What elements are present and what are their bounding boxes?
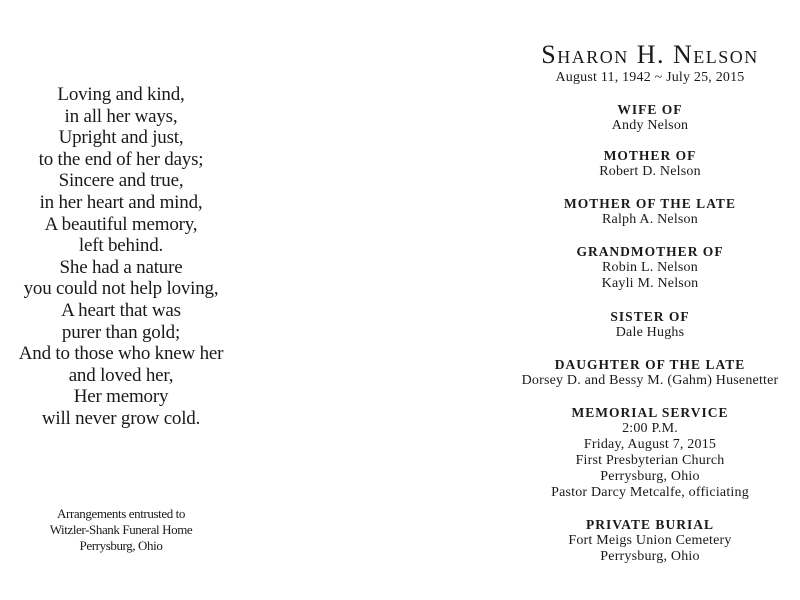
section-heading: SISTER OF	[610, 309, 690, 324]
poem-line: A heart that was	[61, 299, 181, 321]
poem-line: Loving and kind,	[57, 84, 185, 105]
burial-location: Perrysburg, Ohio	[600, 549, 700, 564]
section-line: Ralph A. Nelson	[602, 212, 698, 227]
right-page	[500, 0, 800, 600]
section-heading: MEMORIAL SERVICE	[571, 405, 729, 420]
poem-line: Upright and just,	[58, 127, 184, 149]
poem-line: She had a nature	[59, 256, 183, 278]
memorial-poem	[0, 84, 242, 430]
life-dates: August 11, 1942 ~ July 25, 2015	[555, 70, 745, 85]
service-venue: First Presbyterian Church	[575, 453, 725, 468]
poem-line: to the end of her days;	[38, 148, 204, 170]
section-grandmother-of	[500, 244, 800, 292]
poem-line: and loved her,	[68, 364, 174, 386]
funeral-home-location: Perrysburg, Ohio	[79, 538, 163, 553]
section-private-burial	[500, 517, 800, 565]
poem-line: Sincere and true,	[58, 170, 184, 192]
poem-line: you could not help loving,	[23, 278, 219, 300]
section-line: Dorsey D. and Bessy M. (Gahm) Husenetter	[521, 373, 779, 388]
section-line: Robin L. Nelson	[602, 260, 698, 275]
section-mother-of	[500, 148, 800, 180]
section-line: Andy Nelson	[611, 118, 689, 133]
deceased-name: Sharon H. Nelson	[541, 40, 759, 69]
name-block	[500, 40, 800, 86]
section-line: Dale Hughs	[615, 325, 685, 340]
section-wife-of	[500, 102, 800, 134]
section-mother-of-the-late	[500, 196, 800, 228]
section-heading: MOTHER OF THE LATE	[564, 196, 736, 211]
poem-line: in all her ways,	[64, 105, 178, 127]
section-heading: GRANDMOTHER OF	[576, 244, 724, 259]
service-time: 2:00 P.M.	[622, 421, 678, 436]
section-heading: MOTHER OF	[603, 148, 697, 163]
section-line: Robert D. Nelson	[599, 164, 701, 179]
poem-line: A beautiful memory,	[44, 213, 198, 235]
poem-line: purer than gold;	[61, 321, 181, 343]
section-sister-of	[500, 309, 800, 341]
poem-line: will never grow cold.	[41, 407, 201, 429]
service-date: Friday, August 7, 2015	[583, 437, 717, 452]
poem-line: left behind.	[78, 235, 164, 257]
poem-line: Her memory	[73, 386, 169, 408]
funeral-home-name: Witzler-Shank Funeral Home	[49, 522, 193, 537]
section-heading: WIFE OF	[617, 102, 683, 117]
burial-cemetery: Fort Meigs Union Cemetery	[568, 533, 732, 548]
poem-line: in her heart and mind,	[39, 191, 203, 213]
funeral-home-credit	[0, 506, 242, 554]
service-location: Perrysburg, Ohio	[600, 469, 700, 484]
arrangements-line: Arrangements entrusted to	[57, 506, 185, 521]
section-heading: DAUGHTER OF THE LATE	[554, 357, 746, 372]
service-officiant: Pastor Darcy Metcalfe, officiating	[551, 485, 749, 500]
poem-line: And to those who knew her	[18, 343, 224, 365]
section-line: Kayli M. Nelson	[601, 276, 699, 291]
section-memorial-service	[500, 405, 800, 501]
section-daughter-of-the-late	[500, 357, 800, 389]
section-heading: PRIVATE BURIAL	[586, 517, 714, 532]
